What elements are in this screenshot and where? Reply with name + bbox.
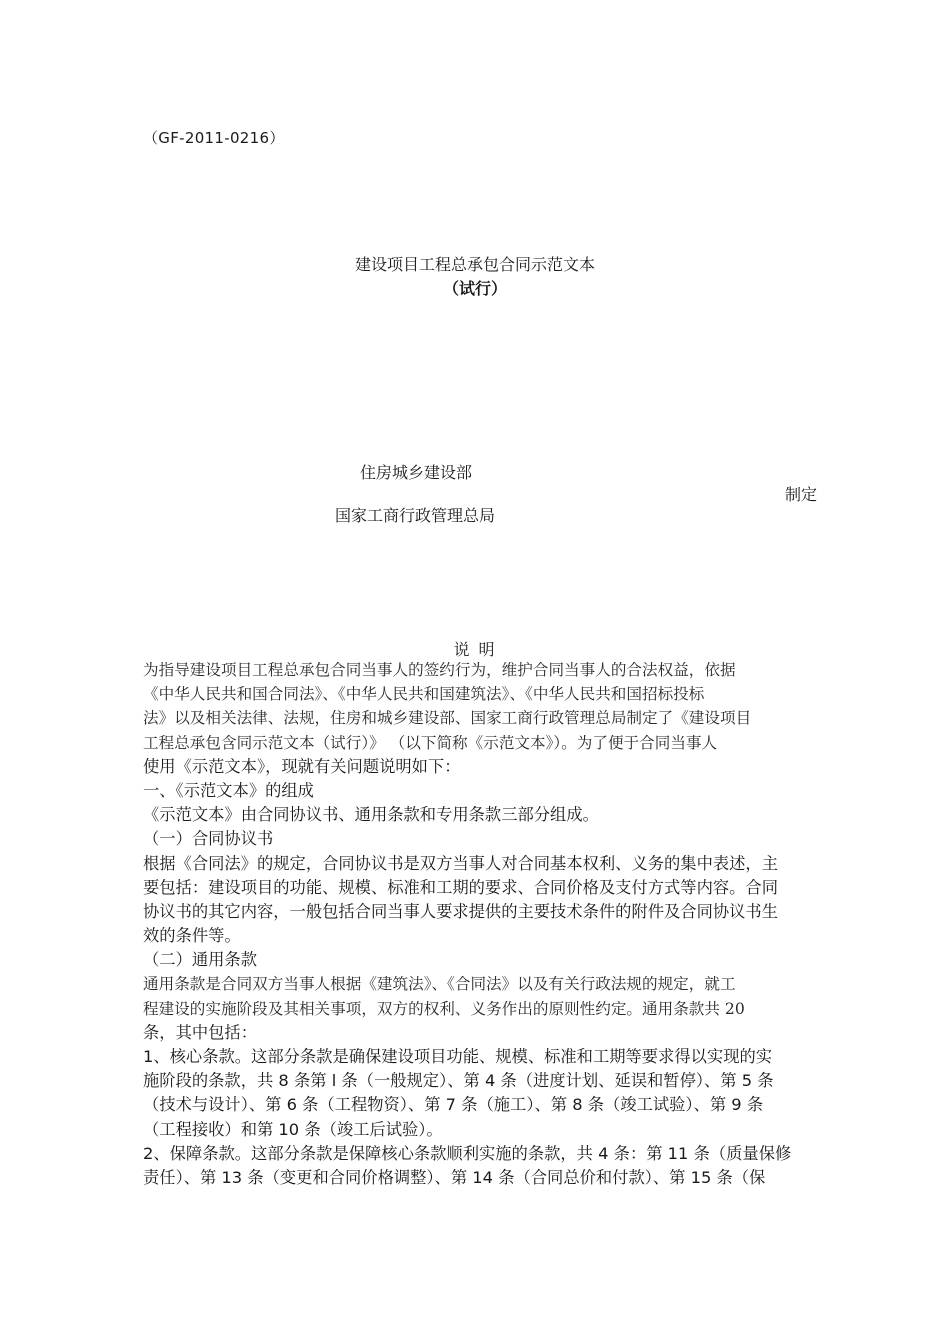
body-line: 责任）、第 13 条（变更和合同价格调整）、第 14 条（合同总价和付款）、第 15 条（保	[143, 1167, 766, 1187]
body-line: 根据《合同法》的规定，合同协议书是双方当事人对合同基本权利、义务的集中表述，主	[143, 853, 778, 873]
issuer-administration: 国家工商行政管理总局	[335, 506, 496, 525]
section-heading: 说 明	[453, 640, 497, 659]
body-line: 1、核心条款。这部分条款是确保建设项目功能、规模、标准和工期等要求得以实现的实	[143, 1047, 773, 1066]
made-by-label: 制定	[785, 485, 818, 504]
body-line: 使用《示范文本》，现就有关问题说明如下：	[143, 756, 461, 776]
body-line: 施阶段的条款，共 8 条第 l 条（一般规定）、第 4 条（进度计划、延误和暂停）、第 5 条	[143, 1071, 774, 1091]
standard-code: （GF-2011-0216）	[143, 129, 285, 147]
body-line: 要包括：建设项目的功能、规模、标准和工期的要求、合同价格及支付方式等内容。合同	[143, 877, 778, 897]
body-line: 效的条件等。	[143, 926, 241, 946]
subsection-title-general-terms: （二）通用条款	[143, 950, 257, 970]
body-line: 工程总承包含同示范文本（试行）》 （以下简称《示范文本》）。为了便于合同当事人	[143, 733, 718, 752]
document-subtitle: （试行）	[442, 279, 507, 298]
body-line: 《示范文本》由合同协议书、通用条款和专用条款三部分组成。	[143, 805, 599, 825]
body-line: 为指导建设项目工程总承包合同当事人的签约行为，维护合同当事人的合法权益，依据	[143, 661, 736, 679]
body-line: 法》以及相关法律、法规，住房和城乡建设部、国家工商行政管理总局制定了《建设项目	[143, 709, 752, 728]
section-title-composition: 一、《示范文本》的组成	[143, 780, 314, 800]
body-line: 通用条款是合同双方当事人根据《建筑法》、《合同法》以及有关行政法规的规定，就工	[143, 975, 736, 994]
issuer-ministry: 住房城乡建设部	[360, 463, 473, 482]
body-line: （工程接收）和第 10 条（竣工后试验）。	[143, 1119, 443, 1139]
body-line: 2、保障条款。这部分条款是保障核心条款顺利实施的条款，共 4 条：第 11 条（质量保修	[143, 1143, 792, 1163]
body-text	[143, 658, 813, 1190]
body-line: 协议书的其它内容，一般包括合同当事人要求提供的主要技术条件的附件及合同协议书生	[143, 901, 778, 921]
document-title: 建设项目工程总承包合同示范文本	[354, 255, 595, 274]
body-line: 程建设的实施阶段及其相关事项，双方的权利、义务作出的原则性约定。通用条款共 20	[143, 999, 745, 1018]
body-line: 条，其中包括：	[143, 1022, 257, 1042]
body-line: 《中华人民共和国合同法》、《中华人民共和国建筑法》、《中华人民共和国招标投标	[143, 685, 705, 704]
body-line: （技术与设计）、第 6 条（工程物资）、第 7 条（施工）、第 8 条（竣工试验）、第 9 条	[143, 1095, 764, 1115]
subsection-title-agreement: （一）合同协议书	[143, 829, 274, 849]
